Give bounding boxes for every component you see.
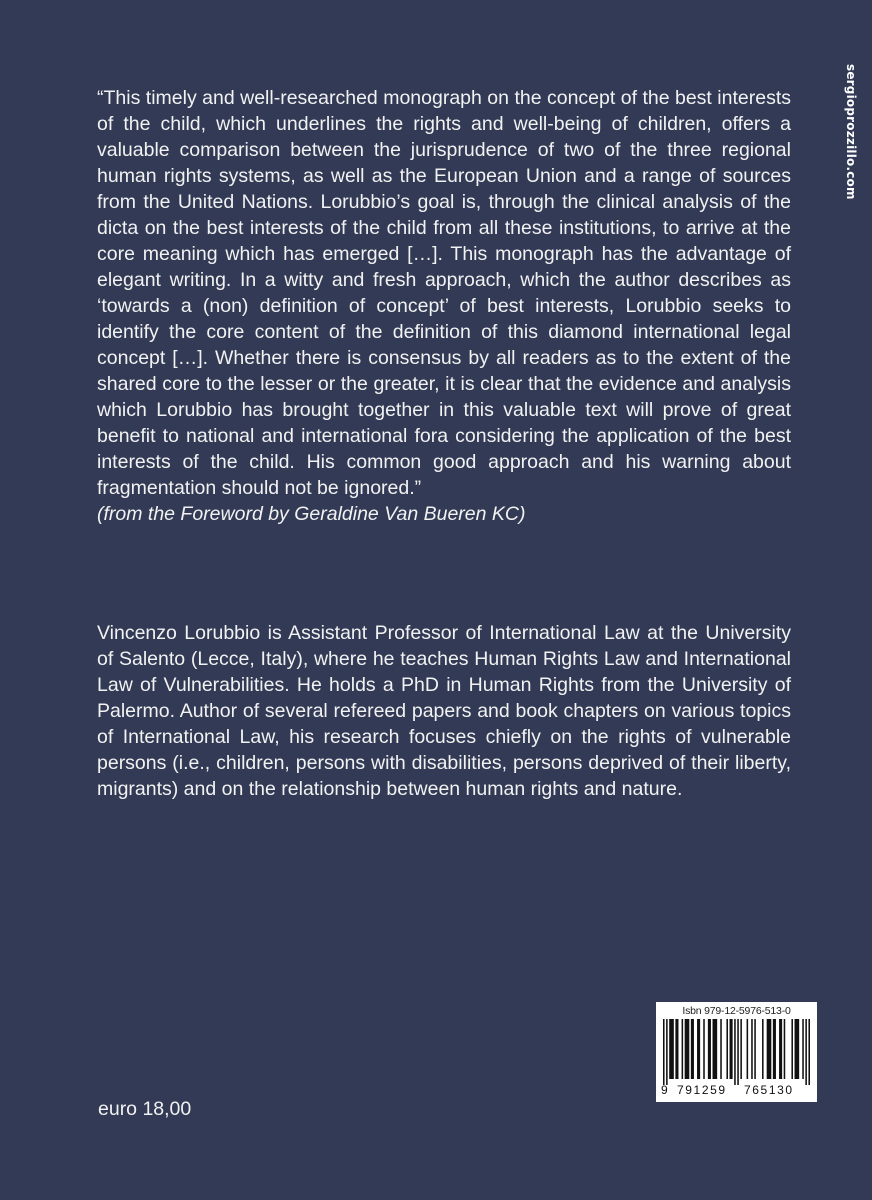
barcode-right-digits: 765130 xyxy=(744,1083,794,1097)
barcode-bar xyxy=(726,1019,728,1079)
barcode-bar xyxy=(682,1019,684,1079)
designer-credit: sergioprozzillo.com xyxy=(844,64,858,200)
quote-attribution: (from the Foreword by Geraldine Van Bueren KC) xyxy=(97,503,526,525)
barcode-bar xyxy=(773,1019,776,1079)
barcode-bar xyxy=(747,1019,749,1079)
barcode-guard-bar xyxy=(734,1019,736,1085)
barcode-first-digit: 9 xyxy=(661,1083,668,1097)
barcode-bar xyxy=(795,1019,800,1079)
barcode-bar xyxy=(802,1019,804,1079)
foreword-quote: “This timely and well-researched monograph on the concept of the best interests of the child, which underlines the rights and well-being of children, offers a valuable comparison between the jurisprudence of two of the three regional human rights systems, as well as the European Union and a range of sources from the United Nations. Lorubbio’s goal is, through the clinical analysis of the dicta on the best interests of the child from all these institutions, to arrive at the core meaning which has emerged […]. This monograph has the advantage of elegant writing. In a witty and fresh approach, which the author describes as ‘towards a (non) definition of concept’ of best interests, Lorubbio seeks to identify the core content of the definition of this diamond international legal concept […]. Whether there is consensus by all readers as to the extent of the shared core to the lesser or the greater, it is clear that the evidence and analysis which Lorubbio has brought together in this valuable text will prove of great benefit to national and international fora considering the application of the best interests of the child. His common good approach and his warning about fragmentation should not be ignored.” xyxy=(97,87,791,499)
author-bio-block xyxy=(97,620,791,802)
barcode-guard-bar xyxy=(666,1019,668,1085)
barcode-guard-bar xyxy=(805,1019,807,1085)
barcode-bar xyxy=(685,1019,690,1079)
barcode-bar xyxy=(730,1019,733,1079)
price-label: euro 18,00 xyxy=(98,1098,192,1120)
barcode-bar xyxy=(720,1019,722,1079)
barcode-bar xyxy=(675,1019,678,1079)
barcode-bar xyxy=(779,1019,782,1079)
isbn-label: Isbn 979-12-5976-513-0 xyxy=(682,1005,791,1017)
isbn-barcode xyxy=(656,1002,817,1102)
barcode-guard-bar xyxy=(808,1019,810,1085)
barcode-guard-bar xyxy=(737,1019,739,1085)
barcode-bar xyxy=(762,1019,764,1079)
barcode-bar xyxy=(751,1019,753,1079)
barcode-bars xyxy=(663,1019,810,1085)
barcode-bar xyxy=(697,1019,700,1079)
barcode-left-digits: 791259 xyxy=(677,1083,727,1097)
barcode-bar xyxy=(708,1019,711,1079)
barcode-bar xyxy=(740,1019,742,1079)
barcode-bar xyxy=(754,1019,756,1079)
barcode-digits xyxy=(657,1083,816,1099)
author-bio: Vincenzo Lorubbio is Assistant Professor of International Law at the University of Salento (Lecce, Italy), where he teaches Human Rights Law and International Law of Vulnerabilities. He holds a PhD in Human Rights from the University of Palermo. Author of several refereed papers and book chapters on various topics of International Law, his research focuses chiefly on the rights of vulnerable persons (i.e., children, persons with disabilities, persons deprived of their liberty, migrants) and on the relationship between human rights and nature. xyxy=(97,622,791,800)
barcode-guard-bar xyxy=(663,1019,665,1085)
barcode-bar xyxy=(703,1019,705,1079)
barcode-bar xyxy=(713,1019,718,1079)
barcode-bar xyxy=(691,1019,694,1079)
barcode-bar xyxy=(791,1019,793,1079)
barcode-bar xyxy=(669,1019,674,1079)
barcode-bar xyxy=(784,1019,786,1079)
foreword-quote-block xyxy=(97,85,791,527)
barcode-bar xyxy=(767,1019,772,1079)
